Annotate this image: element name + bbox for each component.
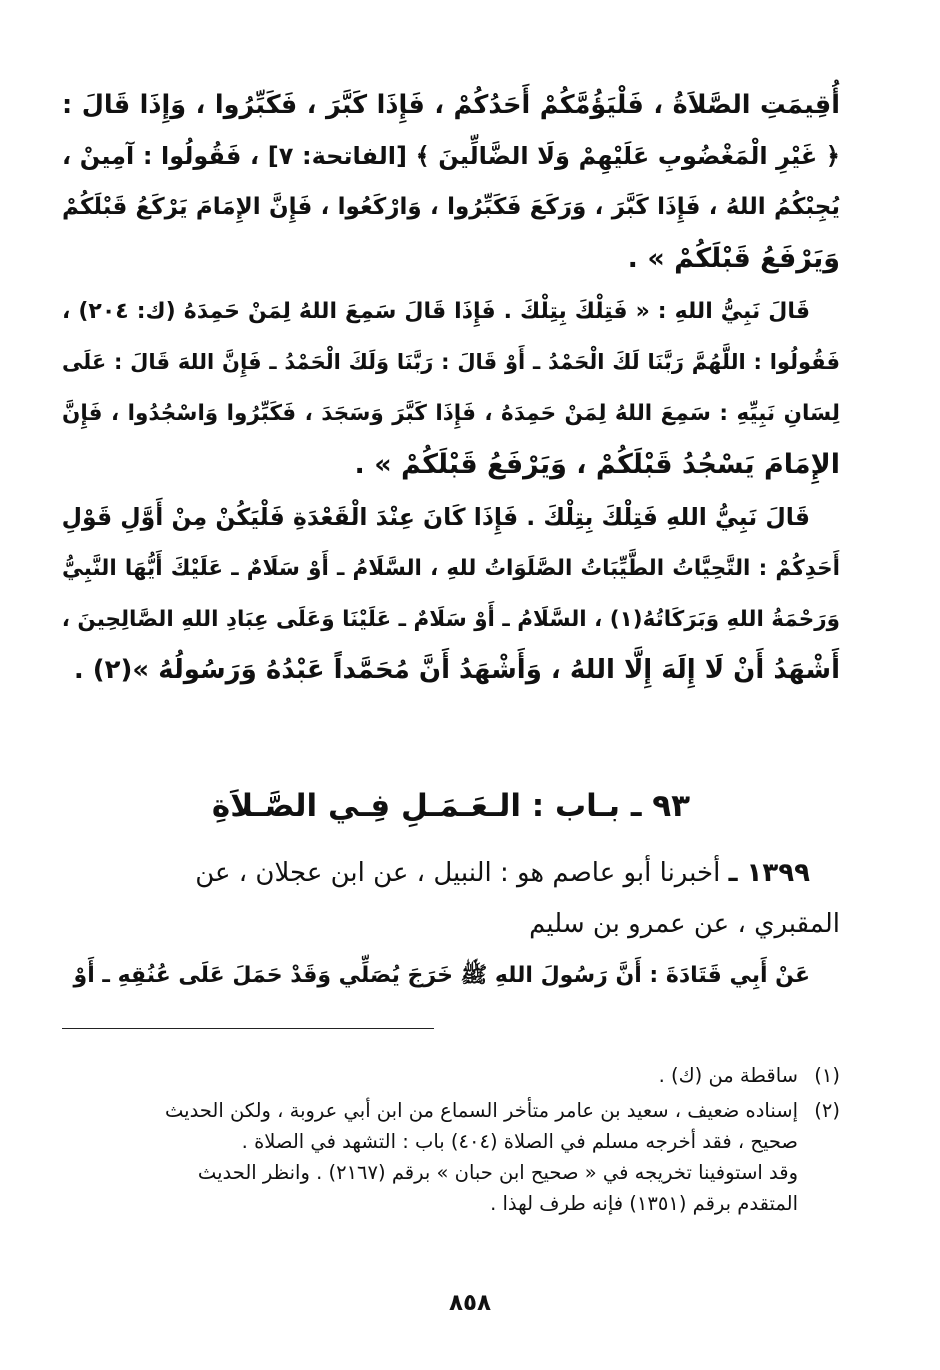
footnote-line: المتقدم برقم (١٣٥١) فإنه طرف لهذا .	[490, 1192, 798, 1215]
text-line: وَرَحْمَةُ اللهِ وَبَرَكَاتُهُ(١) ، السَّلَامُ ـ أَوْ سَلَامٌ ـ عَلَيْنَا وَعَلَى عِبَادِ اللهِ الصَّالِحِينَ ،	[61, 607, 840, 632]
footnote-line: صحيح ، فقد أخرجه مسلم في الصلاة (٤٠٤) باب : التشهد في الصلاة .	[241, 1130, 798, 1153]
chapter-heading: ٩٣ ـ بـاب : الـعَـمَـلِ فِـي الصَّـلاَةِ	[211, 788, 691, 824]
footnote-number: (١)	[814, 1064, 840, 1087]
paragraph-2	[62, 286, 840, 490]
main-text	[62, 80, 840, 1001]
footnotes	[62, 1060, 840, 1223]
footnote-line: إسناده ضعيف ، سعيد بن عامر متأخر السماع من ابن أبي عروبة ، ولكن الحديث	[165, 1099, 798, 1122]
paragraph-1	[62, 80, 840, 284]
text-line: المقبري ، عن عمرو بن سليم	[529, 909, 840, 939]
footnote-number: (٢)	[814, 1099, 840, 1122]
text-line: يُجِبْكُمُ اللهُ ، فَإِذَا كَبَّرَ ، وَرَكَعَ فَكَبِّرُوا ، وَارْكَعُوا ، فَإِنَّ الإِمَامَ يَرْكَعُ قَبْلَكُمْ	[62, 194, 840, 220]
hadith-isnad	[62, 848, 840, 950]
text-line: أَحَدِكُمْ : التَّحِيَّاتُ الطَّيِّبَاتُ الصَّلَوَاتُ للهِ ، السَّلَامُ ـ أَوْ سَلَامٌ ـ عَلَيْكَ أَيُّهَا النَّبِيُّ	[62, 556, 840, 581]
text-line: أَشْهَدُ أَنْ لَا إِلَهَ إِلَّا اللهُ ، وَأَشْهَدُ أَنَّ مُحَمَّداً عَبْدُهُ وَرَسُولُهُ »(٢) .	[73, 655, 840, 685]
footnote-body	[62, 1095, 798, 1219]
isnad-text: أخبرنا أبو عاصم هو : النبيل ، عن ابن عجلان ، عن	[195, 858, 721, 888]
hadith-matn: عَنْ أَبِي قَتَادَةَ : أَنَّ رَسُولَ اللهِ ﷺ خَرَجَ يُصَلِّي وَقَدْ حَمَلَ عَلَى عُنُقِهِ ـ أَوْ	[73, 963, 810, 988]
footnote-2	[62, 1095, 840, 1219]
text-line: قَالَ نَبِيُّ اللهِ : « فَتِلْكَ بِتِلْكَ . فَإِذَا قَالَ سَمِعَ اللهُ لِمَنْ حَمِدَهُ (ك: ٢٠٤) ،	[62, 299, 810, 324]
text-line: أُقِيمَتِ الصَّلاَةُ ، فَلْيَؤُمَّكُمْ أَحَدُكُمْ ، فَإِذَا كَبَّرَ ، فَكَبِّرُوا ، وَإِذَا قَالَ :	[62, 90, 840, 120]
footnote-line: وقد استوفينا تخريجه في « صحيح ابن حبان » برقم (٢١٦٧) . وانظر الحديث	[197, 1161, 798, 1184]
footnote-body	[62, 1060, 798, 1091]
page-number: ٨٥٨	[448, 1290, 492, 1316]
paragraph-3	[62, 492, 840, 696]
footnote-divider	[62, 1028, 434, 1029]
text-line: لِسَانِ نَبِيِّهِ : سَمِعَ اللهُ لِمَنْ حَمِدَهُ ، فَإِذَا كَبَّرَ وَسَجَدَ ، فَكَبِّرُوا وَاسْجُدُوا ، فَإِنَّ	[62, 401, 840, 426]
text-line	[62, 848, 840, 899]
text-line: الإِمَامَ يَسْجُدُ قَبْلَكُمْ ، وَيَرْفَعُ قَبْلَكُمْ » .	[354, 449, 840, 480]
hadith-number: ١٣٩٩ ـ	[728, 858, 810, 888]
text-line: ﴿ غَيْرِ الْمَغْضُوبِ عَلَيْهِمْ وَلَا الضَّالِّينَ ﴾ [الفاتحة: ٧] ، فَقُولُوا : آمِينْ ،	[62, 142, 840, 170]
text-line: وَيَرْفَعُ قَبْلَكُمْ » .	[627, 243, 840, 274]
footnote-line: ساقطة من (ك) .	[658, 1064, 798, 1087]
text-line: قَالَ نَبِيُّ اللهِ فَتِلْكَ بِتِلْكَ . فَإِذَا كَانَ عِنْدَ الْقَعْدَةِ فَلْيَكُنْ مِنْ أَوَّلِ قَوْلِ	[61, 503, 810, 531]
footnote-1	[62, 1060, 840, 1091]
text-line: فَقُولُوا : اللَّهُمَّ رَبَّنَا لَكَ الْحَمْدُ ـ أَوْ قَالَ : رَبَّنَا وَلَكَ الْحَمْدُ ـ فَإِنَّ اللهَ قَالَ : عَلَى	[62, 350, 840, 374]
